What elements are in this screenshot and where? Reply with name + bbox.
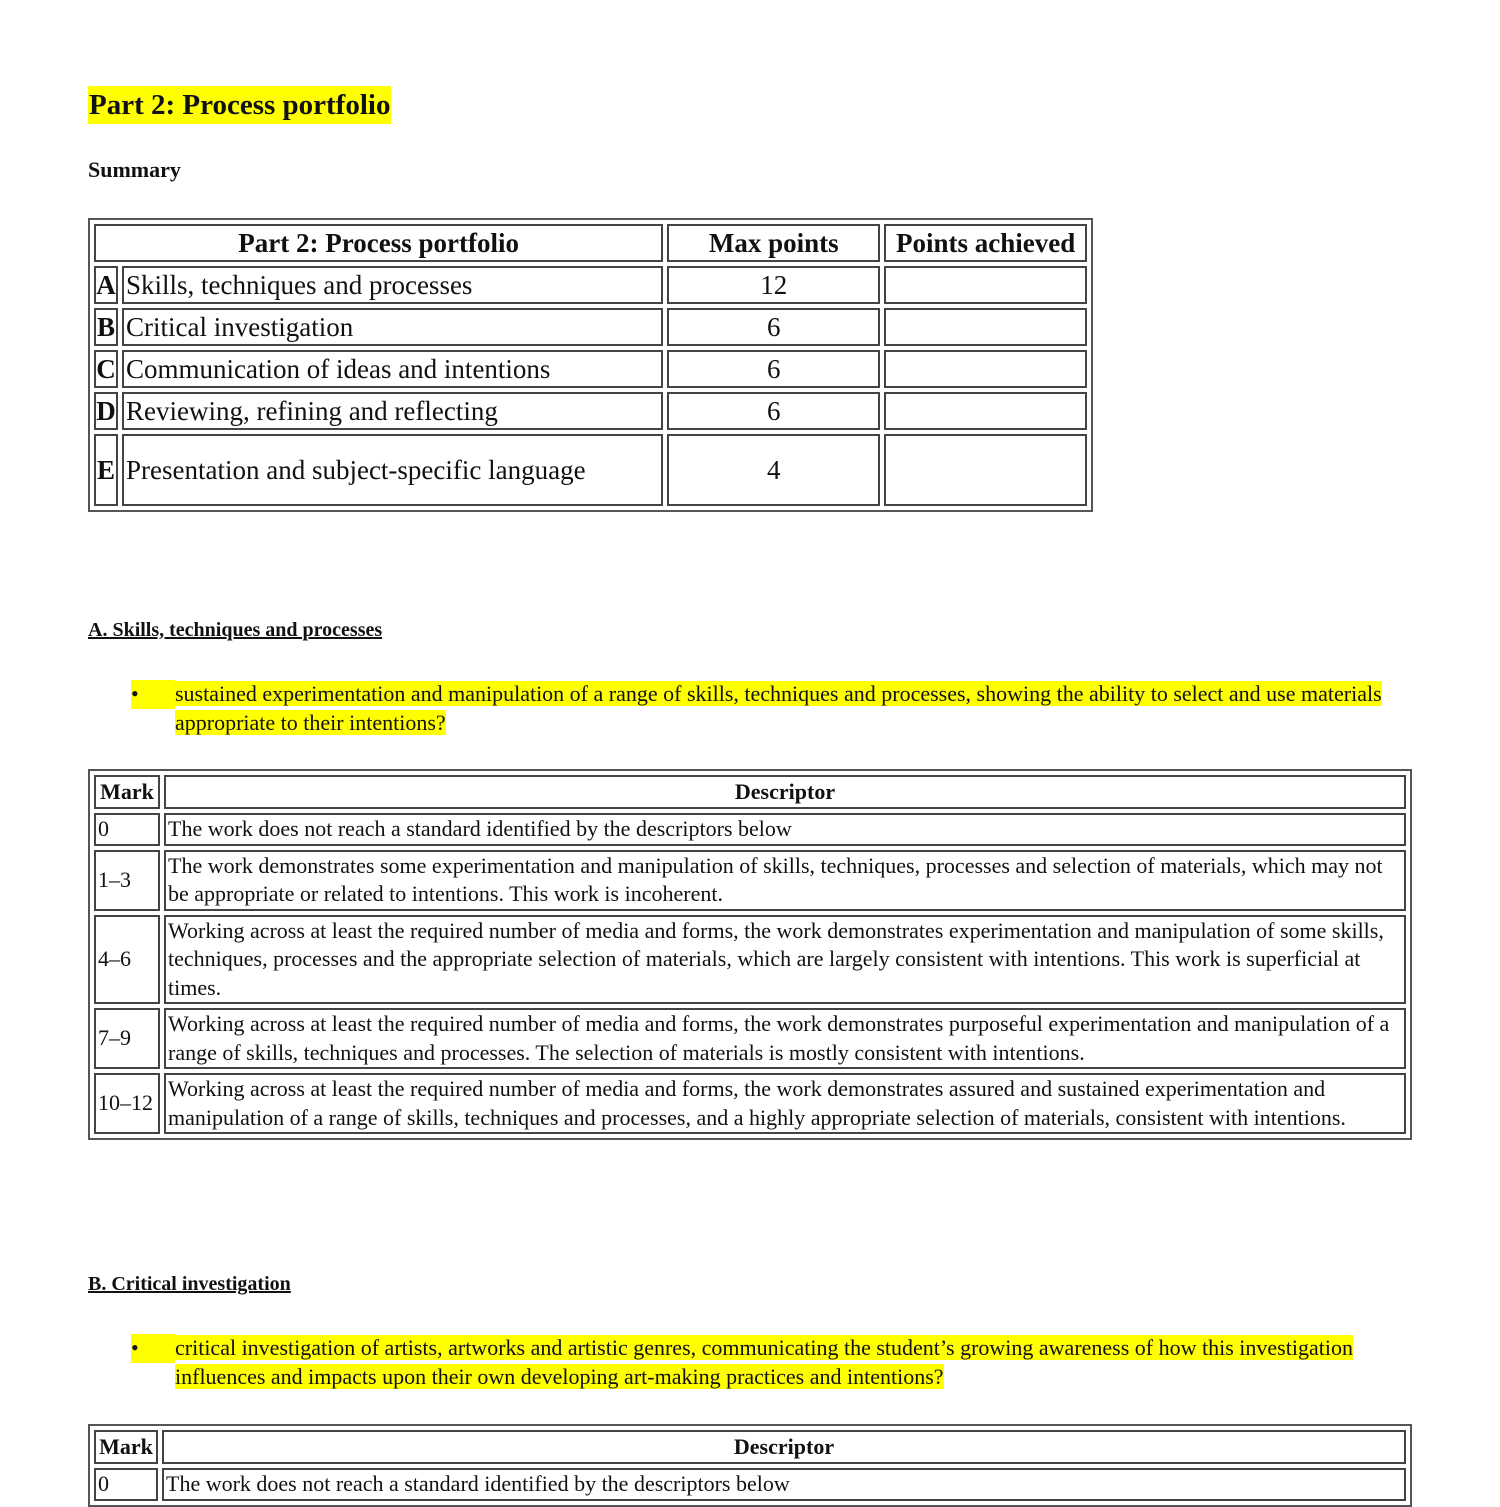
rubric-header-row — [94, 775, 1406, 809]
summary-header-row — [94, 224, 1087, 262]
section-a-bullet — [131, 680, 1391, 737]
rubric-row — [94, 915, 1406, 1005]
rubric-table-a — [88, 769, 1412, 1140]
max-points: 6 — [667, 308, 880, 346]
max-points: 4 — [667, 434, 880, 506]
rubric-header-descriptor: Descriptor — [164, 775, 1406, 809]
max-points: 6 — [667, 392, 880, 430]
summary-row — [94, 308, 1087, 346]
summary-row — [94, 350, 1087, 388]
points-achieved-cell[interactable] — [884, 308, 1087, 346]
criterion-letter: B — [94, 308, 118, 346]
points-achieved-cell[interactable] — [884, 350, 1087, 388]
criterion-name: Reviewing, refining and reflecting — [122, 392, 663, 430]
rubric-descriptor: The work demonstrates some experimentation and manipulation of skills, techniques, processes and selection of materials, which may not be appropriate or related to intentions. This work is incoherent. — [164, 850, 1406, 911]
rubric-row — [94, 1073, 1406, 1134]
rubric-mark: 0 — [94, 813, 160, 846]
rubric-header-mark: Mark — [94, 1430, 158, 1464]
criterion-name: Communication of ideas and intentions — [122, 350, 663, 388]
rubric-descriptor: The work does not reach a standard identified by the descriptors below — [164, 813, 1406, 846]
rubric-header-descriptor: Descriptor — [162, 1430, 1406, 1464]
section-b-bullet — [131, 1334, 1391, 1391]
rubric-mark: 4–6 — [94, 915, 160, 1005]
summary-header-achieved: Points achieved — [884, 224, 1087, 262]
rubric-mark: 1–3 — [94, 850, 160, 911]
rubric-row — [94, 1468, 1406, 1501]
bullet-icon: • — [131, 1334, 175, 1363]
section-b-bullet-text: critical investigation of artists, artworks and artistic genres, communicating the student’s growing awareness of how this investigation influences and impacts upon their own developing art-making practices and intentions? — [175, 1335, 1353, 1389]
page-title: Part 2: Process portfolio — [88, 86, 391, 124]
rubric-table-b — [88, 1424, 1412, 1507]
summary-row — [94, 392, 1087, 430]
rubric-descriptor: Working across at least the required number of media and forms, the work demonstrates experimentation and manipulation of some skills, techniques, processes and the appropriate selection of materials, which are largely consistent with intentions. This work is superficial at times. — [164, 915, 1406, 1005]
section-heading-a: A. Skills, techniques and processes — [88, 619, 383, 641]
points-achieved-cell[interactable] — [884, 266, 1087, 304]
rubric-header-row — [94, 1430, 1406, 1464]
summary-row — [94, 266, 1087, 304]
criterion-letter: C — [94, 350, 118, 388]
max-points: 6 — [667, 350, 880, 388]
section-heading-b: B. Critical investigation — [88, 1273, 291, 1295]
summary-header-max: Max points — [667, 224, 880, 262]
summary-row — [94, 434, 1087, 506]
rubric-row — [94, 850, 1406, 911]
criterion-letter: A — [94, 266, 118, 304]
criterion-name: Presentation and subject-specific language — [122, 434, 663, 506]
points-achieved-cell[interactable] — [884, 434, 1087, 506]
bullet-icon: • — [131, 680, 175, 709]
rubric-descriptor: The work does not reach a standard identified by the descriptors below — [162, 1468, 1406, 1501]
rubric-mark: 0 — [94, 1468, 158, 1501]
points-achieved-cell[interactable] — [884, 392, 1087, 430]
rubric-descriptor: Working across at least the required number of media and forms, the work demonstrates purposeful experimentation and manipulation of a range of skills, techniques and processes. The selection of materials is mostly consistent with intentions. — [164, 1008, 1406, 1069]
criterion-letter: E — [94, 434, 118, 506]
rubric-header-mark: Mark — [94, 775, 160, 809]
summary-label: Summary — [88, 157, 181, 182]
rubric-row — [94, 813, 1406, 846]
rubric-row — [94, 1008, 1406, 1069]
criterion-name: Skills, techniques and processes — [122, 266, 663, 304]
criterion-letter: D — [94, 392, 118, 430]
max-points: 12 — [667, 266, 880, 304]
rubric-mark: 10–12 — [94, 1073, 160, 1134]
summary-header-criterion: Part 2: Process portfolio — [94, 224, 663, 262]
criterion-name: Critical investigation — [122, 308, 663, 346]
section-a-bullet-text: sustained experimentation and manipulation of a range of skills, techniques and processes, showing the ability to select and use materials appropriate to their intentions? — [175, 681, 1382, 735]
rubric-mark: 7–9 — [94, 1008, 160, 1069]
rubric-descriptor: Working across at least the required number of media and forms, the work demonstrates assured and sustained experimentation and manipulation of a range of skills, techniques and processes, and a highly appropriate selection of materials, consistent with intentions. — [164, 1073, 1406, 1134]
summary-table — [88, 218, 1093, 512]
